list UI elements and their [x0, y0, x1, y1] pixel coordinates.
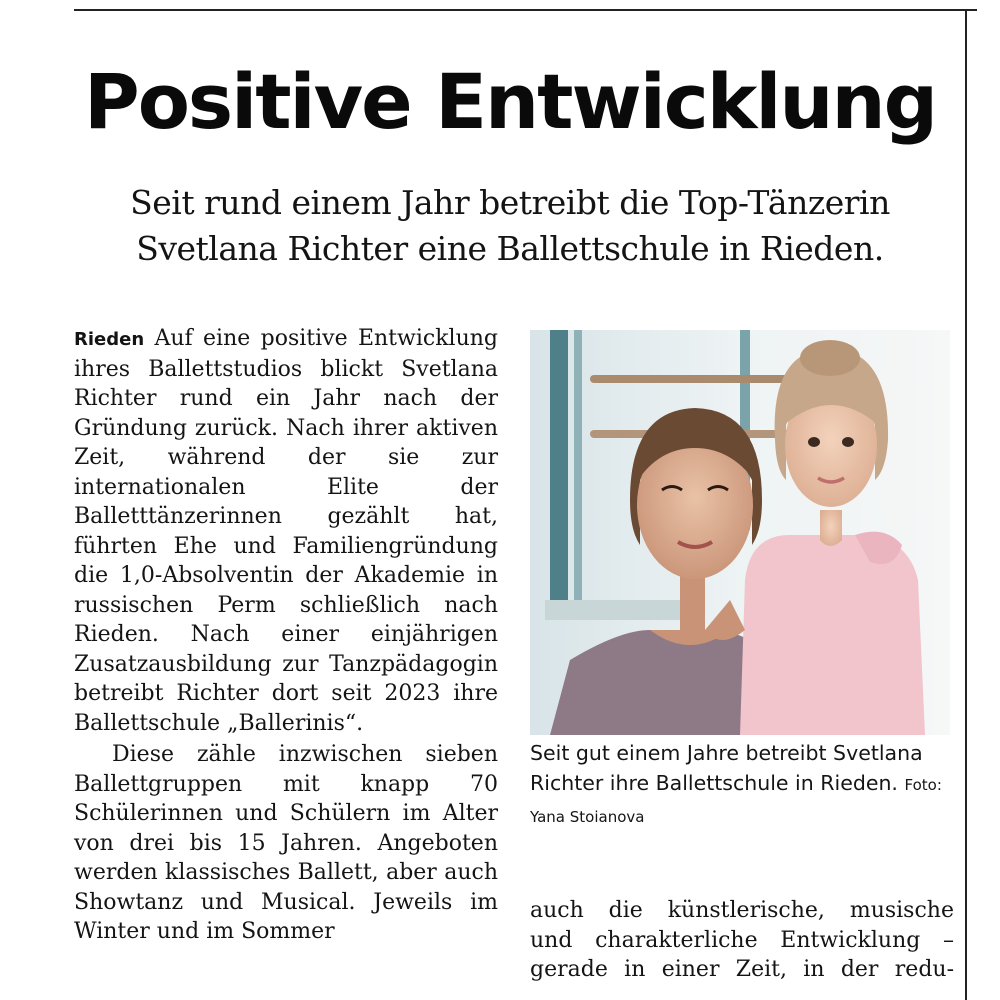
- photo-credit: Foto: Yana Stoianova: [530, 776, 942, 826]
- text-line: auch die künstlerische, musische: [530, 898, 954, 923]
- text-line: gerade in einer Zeit, in der redu-: [530, 957, 954, 982]
- article-column-right: [530, 896, 954, 985]
- photo-caption: [530, 738, 955, 832]
- caption-text: Seit gut einem Jahre betreibt Svetlana Richter ihre Ballettschule in Rieden.: [530, 741, 923, 795]
- headline: Positive Entwicklung: [84, 57, 936, 146]
- right-paragraph: [530, 896, 954, 985]
- paragraph-1-text: Auf eine positive Entwicklung ihres Ballettstudios blickt Svetlana Richter rund ein Jahr nach der Gründung zurück. Nach ihrer aktiven Zeit, während der sie zur internationalen Elite der Balletttänzerinnen gezählt hat, führten Ehe und Familiengründung die 1,0-Absolventin der Akademie in russischen Perm schließlich nach Rieden. Nach einer einjährigen Zusatzausbildung zur Tanzpädagogin betreibt Richter dort seit 2023 ihre Ballettschule „Ballerinis“.: [74, 326, 498, 736]
- article-paragraph-1: [74, 324, 498, 738]
- subheadline: Seit rund einem Jahr betreibt die Top-Tänzerin Svetlana Richter eine Ballettschule in Rieden.: [130, 183, 890, 268]
- top-rule: [74, 9, 977, 11]
- article-column-left: [74, 324, 498, 947]
- article-paragraph-2: Diese zähle inzwischen sieben Ballettgruppen mit knapp 70 Schülerinnen und Schülern im Alter von drei bis 15 Jahren. Angeboten werden klassisches Ballett, aber auch Showtanz und Musical. Jeweils im Winter und im Sommer: [74, 742, 498, 944]
- column-rule: [965, 9, 967, 1000]
- text-line: und charakterliche Entwicklung –: [530, 927, 954, 953]
- dateline: Rieden: [74, 329, 145, 350]
- article-photo: [530, 330, 950, 735]
